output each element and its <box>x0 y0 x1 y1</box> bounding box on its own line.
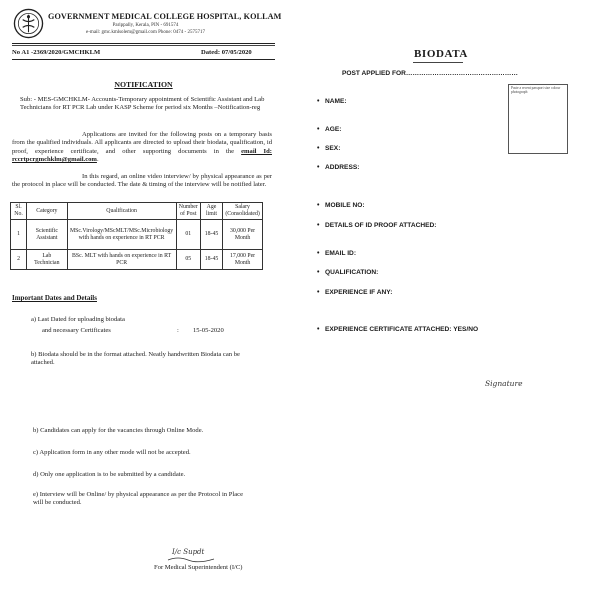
bullet-icon: • <box>317 202 320 209</box>
field-label: ADDRESS: <box>325 164 360 171</box>
hospital-emblem-icon <box>13 8 44 39</box>
notification-date: Dated: 07/05/2020 <box>201 49 252 56</box>
important-dates-heading: Important Dates and Details <box>12 294 97 302</box>
item-e: e) Interview will be Online/ by physical appearance as per the Protocol in Place will be conducted. <box>33 491 244 507</box>
table-cell: Lab Technician <box>27 250 67 270</box>
field-sex[interactable] <box>317 145 340 152</box>
table-cell: 18-45 <box>200 220 222 250</box>
table-cell: MSc.Virology/MScMLT/MSc.Microbiology with hands on experience in RT PCR <box>67 220 176 250</box>
table-row <box>11 220 263 250</box>
table-header-cell: Category <box>27 203 67 220</box>
field-id-proof[interactable] <box>317 222 436 229</box>
table-cell: BSc. MLT with hands on experience in RT PCR <box>67 250 176 270</box>
notification-subject: Sub: - MES-GMCHKLM- Accounts-Temporary appointment of Scientific Assistant and Lab Technicians for RT PCR Lab under KASP Scheme for period six Months –Notification-reg <box>20 96 265 112</box>
item-a-line-1: a) Last Dated for uploading biodata <box>31 316 125 323</box>
item-c: c) Application form in any other mode will not be accepted. <box>33 449 191 456</box>
field-label: QUALIFICATION: <box>325 269 379 276</box>
header-rule-top-thin <box>12 45 275 46</box>
field-label: EXPERIENCE IF ANY: <box>325 289 393 296</box>
table-cell: 1 <box>11 220 27 250</box>
field-qualification[interactable] <box>317 269 378 276</box>
hospital-name: GOVERNMENT MEDICAL COLLEGE HOSPITAL, KOLLAM <box>48 12 282 21</box>
field-name[interactable] <box>317 98 347 105</box>
item-a-line-2: and necessary Certificates <box>42 327 111 334</box>
bullet-icon: • <box>317 145 320 152</box>
notification-paragraph-2: In this regard, an online video interview/ by physical appearance as per the protocol in place will be conducted. The date & timing of the interview will be notified later. <box>12 173 272 189</box>
header-rule-bottom <box>12 59 275 60</box>
posts-table <box>10 202 263 270</box>
signature-underline-icon <box>166 554 216 564</box>
item-a-colon: : <box>177 327 179 334</box>
field-mobile[interactable] <box>317 202 365 209</box>
field-label: NAME: <box>325 98 347 105</box>
item-b2: b) Candidates can apply for the vacancies through Online Mode. <box>33 427 204 434</box>
notification-heading: NOTIFICATION <box>114 80 173 89</box>
bullet-icon: • <box>317 126 320 133</box>
table-header-row <box>11 203 263 220</box>
bullet-icon: • <box>317 289 320 296</box>
applicant-signature[interactable]: Signature <box>485 379 523 388</box>
table-header-cell: Qualification <box>67 203 176 220</box>
header-rule-top <box>12 43 275 44</box>
bullet-icon: • <box>317 250 320 257</box>
table-cell: 05 <box>176 250 200 270</box>
field-label: AGE: <box>325 126 342 133</box>
table-cell: 17,000 Per Month <box>223 250 263 270</box>
table-cell: Scientific Assistant <box>27 220 67 250</box>
table-cell: 01 <box>176 220 200 250</box>
table-cell: 18-45 <box>200 250 222 270</box>
item-b: b) Biodata should be in the format attached. Neatly handwritten Biodata can be attached. <box>31 351 240 367</box>
bullet-icon: • <box>317 269 320 276</box>
biodata-title: BIODATA <box>414 48 468 60</box>
hospital-address: Parippally, Kerala, PIN - 691574 <box>112 23 179 28</box>
notification-paragraph-1 <box>12 131 272 165</box>
table-header-cell: Number of Post <box>176 203 200 220</box>
field-label: EMAIL ID: <box>325 250 357 257</box>
field-label: DETAILS OF ID PROOF ATTACHED: <box>325 222 437 229</box>
post-applied-field[interactable]: POST APPLIED FOR…………………………………………… <box>342 70 518 77</box>
item-a-date: 15-05-2020 <box>193 327 224 334</box>
field-email[interactable] <box>317 250 356 257</box>
photo-box[interactable] <box>508 84 568 154</box>
application-email[interactable]: email Id: rccrtpcrgmchklm@gmail.com <box>12 147 272 164</box>
table-header-cell: Salary (Consolidated) <box>223 203 263 220</box>
paragraph-1-end: . <box>96 156 99 164</box>
field-experience[interactable] <box>317 289 392 296</box>
field-label: SEX: <box>325 145 341 152</box>
field-age[interactable] <box>317 126 341 133</box>
bullet-icon: • <box>317 222 320 229</box>
item-d: d) Only one application is to be submitted by a candidate. <box>33 471 186 478</box>
field-label: MOBILE NO: <box>325 202 365 209</box>
field-experience-certificate[interactable] <box>317 326 478 333</box>
superintendent-scribble: I/c Supdt <box>172 548 205 556</box>
reference-number: No A1 -2369/2020/GMCHKLM <box>12 49 101 56</box>
photo-note: Paste a recent passport size colour photograph <box>511 86 561 95</box>
paragraph-1-text: Applications are invited for the following posts on a temporary basis from the qualified individuals. All applicants are directed to upload their biodata, qualification, id proof, experience certificate, and other supporting documents in the <box>12 131 272 155</box>
field-address[interactable] <box>317 164 359 171</box>
biodata-title-underline <box>413 62 463 63</box>
signature-text: For Medical Superintendent (I/C) <box>154 564 243 571</box>
bullet-icon: • <box>317 326 320 333</box>
bullet-icon: • <box>317 98 320 105</box>
table-header-cell: Sl. No. <box>11 203 27 220</box>
bullet-icon: • <box>317 164 320 171</box>
table-row <box>11 250 263 270</box>
hospital-contact: e-mail: gmc.kmlsolem@gmail.com Phone: 0474 - 2575717 <box>86 30 205 35</box>
table-header-cell: Age limit <box>200 203 222 220</box>
table-cell: 30,000 Per Month <box>223 220 263 250</box>
field-label: EXPERIENCE CERTIFICATE ATTACHED: YES/NO <box>325 326 479 333</box>
table-cell: 2 <box>11 250 27 270</box>
